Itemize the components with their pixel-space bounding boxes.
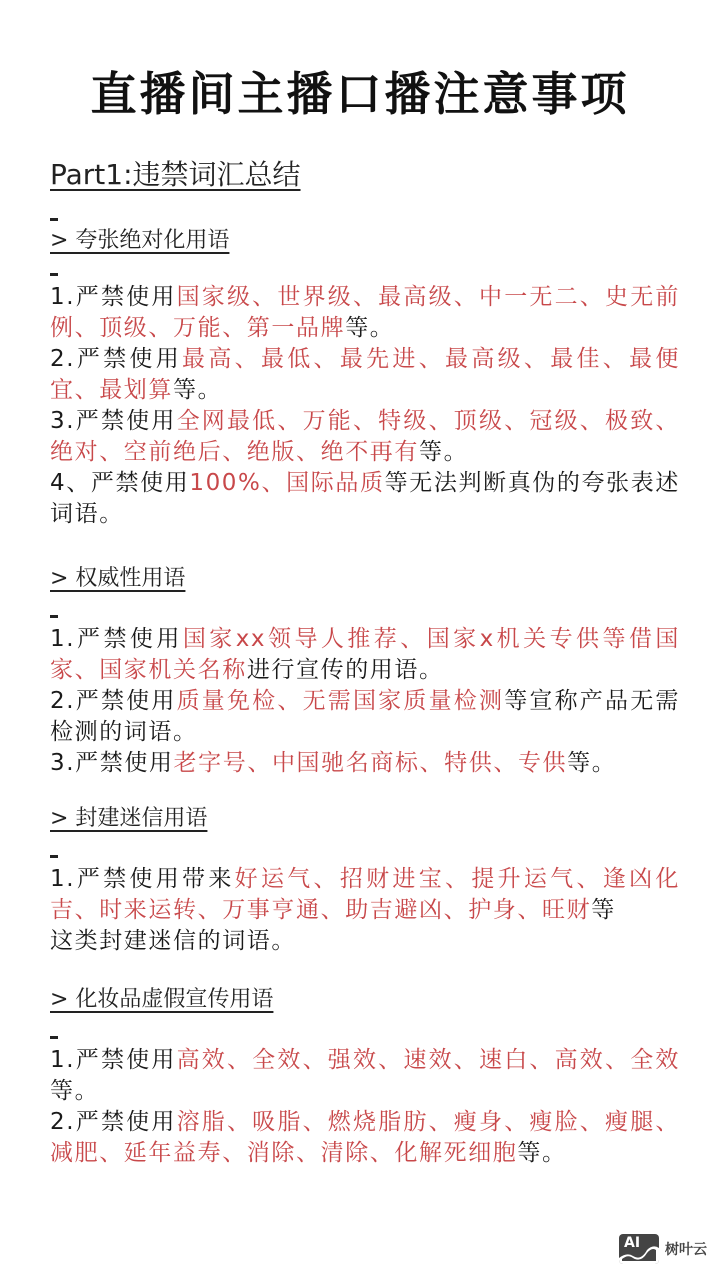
list-item: 2.严禁使用质量免检、无需国家质量检测等宣称产品无需检测的词语。: [50, 688, 680, 745]
dash-marker: [50, 1036, 58, 1039]
list-item: 3.严禁使用老字号、中国驰名商标、特供、专供等。: [50, 750, 617, 776]
section-heading: > 封建迷信用语: [50, 806, 208, 831]
dash-marker: [50, 218, 58, 221]
part-heading: Part1:违禁词汇总结: [50, 158, 301, 191]
section-exaggerated-terms: [50, 218, 680, 530]
list-item: 1.严禁使用高效、全效、强效、速效、速白、高效、全效等。: [50, 1047, 681, 1104]
section-authority-terms: [50, 565, 680, 779]
dash-marker: [50, 273, 58, 276]
list-item: 2.严禁使用最高、最低、最先进、最高级、最佳、最便宜、最划算等。: [50, 346, 681, 403]
page-title: 直播间主播口播注意事项: [90, 67, 630, 121]
list-item: 2.严禁使用溶脂、吸脂、燃烧脂肪、瘦身、瘦脸、瘦腿、减肥、延年益寿、消除、清除、化解死细胞等。: [50, 1109, 681, 1166]
dash-marker: [50, 855, 58, 858]
list-item: 3.严禁使用全网最低、万能、特级、顶级、冠级、极致、绝对、空前绝后、绝版、绝不再有等。: [50, 408, 681, 465]
watermark-text: 树叶云: [665, 1242, 707, 1258]
section-cosmetics-false-claims: [50, 986, 680, 1169]
list-item: 1.严禁使用带来好运气、招财进宝、提升运气、逢凶化吉、时来运转、万事亨通、助吉避凶、护身、旺财等: [50, 866, 681, 923]
list-item: 1.严禁使用国家级、世界级、最高级、中一无二、史无前例、顶级、万能、第一品牌等。: [50, 284, 681, 341]
watermark: [619, 1234, 707, 1264]
list-item: 4、严禁使用100%、国际品质等无法判断真伪的夸张表述词语。: [50, 470, 681, 527]
list-item-continuation: 这类封建迷信的词语。: [50, 928, 296, 954]
list-item: 1.严禁使用国家xx领导人推荐、国家x机关专供等借国家、国家机关名称进行宣传的用语。: [50, 626, 680, 683]
section-heading: > 权威性用语: [50, 566, 186, 591]
section-heading: > 夸张绝对化用语: [50, 228, 230, 253]
dash-marker: [50, 615, 58, 618]
section-heading: > 化妆品虚假宣传用语: [50, 987, 274, 1012]
ai-image-icon: AI: [619, 1234, 659, 1264]
section-superstition-terms: [50, 805, 680, 957]
